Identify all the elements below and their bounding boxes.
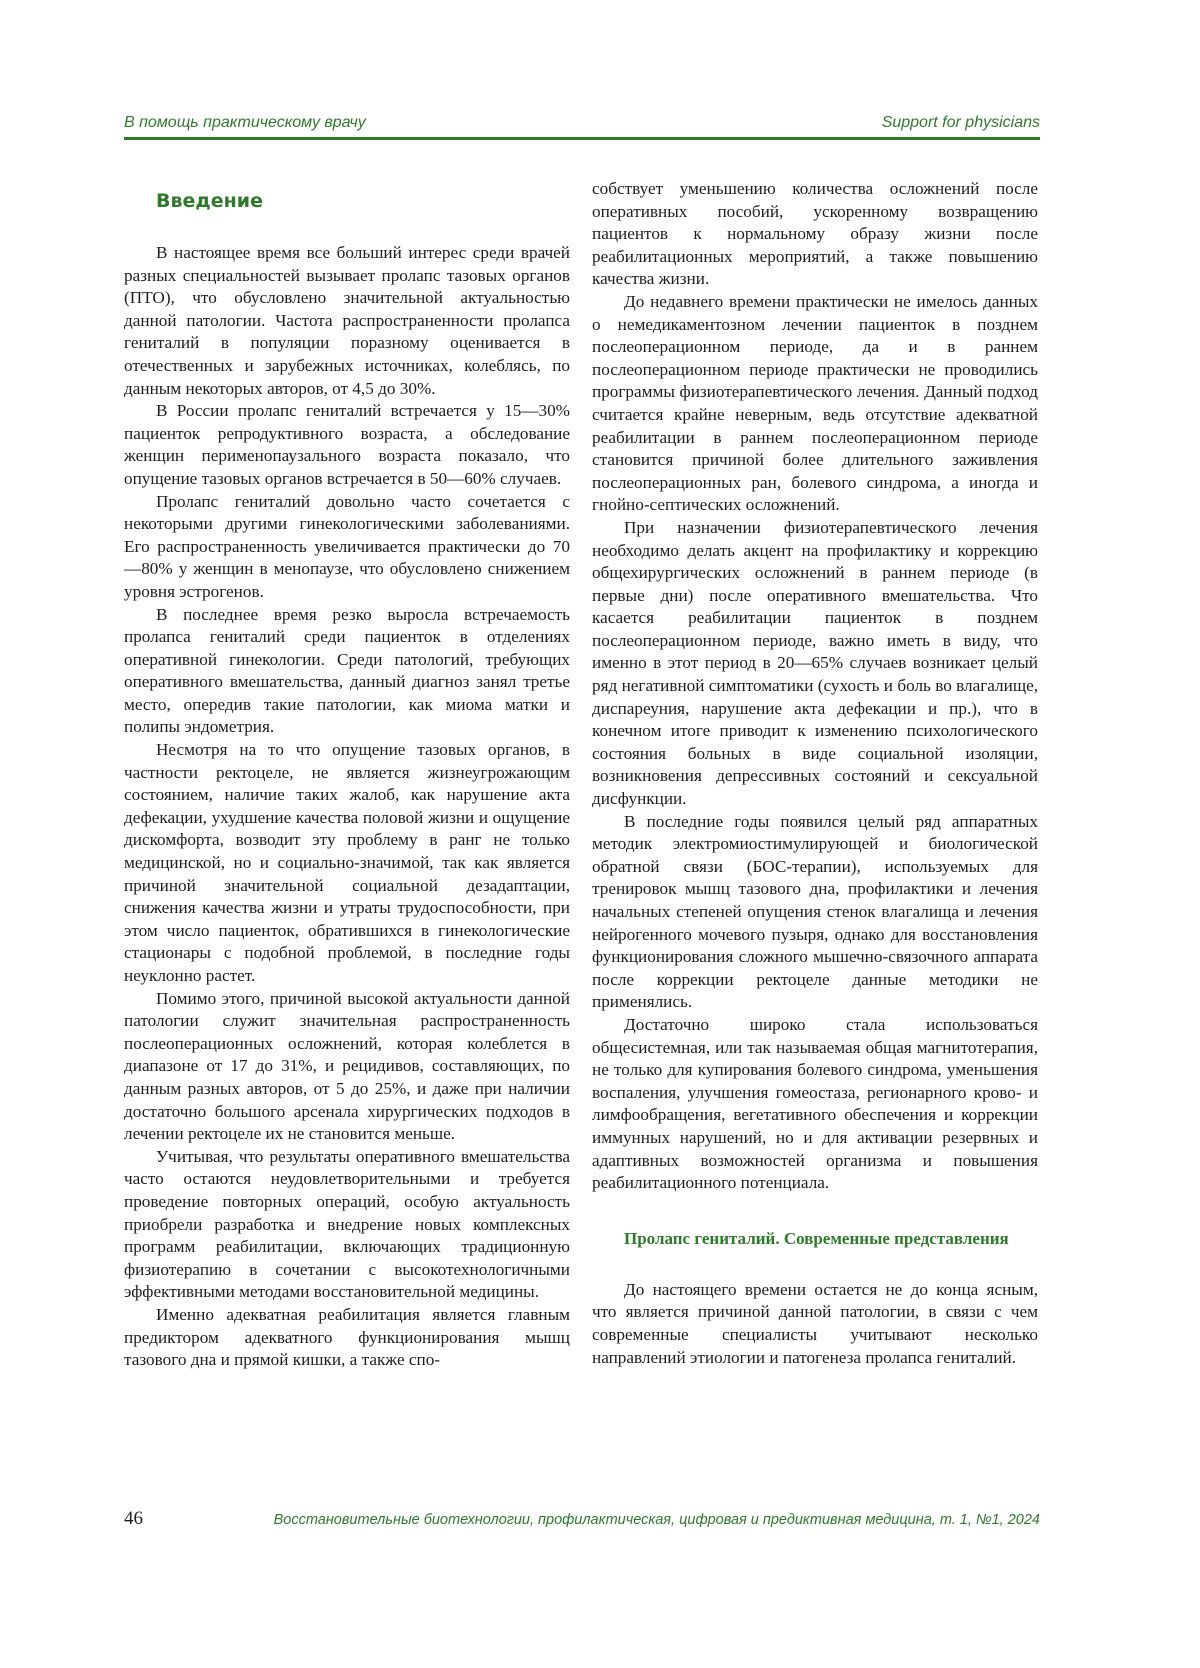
- journal-citation: Восстановительные биотехнологии, профилактическая, цифровая и предиктивная медицина, т. 1, №1, 2024: [273, 1512, 1040, 1528]
- paragraph: В настоящее время все больший интерес среди врачей разных специальностей вызывает пролапс тазовых органов (ПТО), что обусловлено значительной актуальностью данной патологии. Частота распространенности пролапса гениталий в популяции поразному оценивается в отечественных и зарубежных источниках, колеблясь, по данным некоторых авторов, от 4,5 до 30%.: [124, 243, 570, 398]
- paragraph-continuation: собствует уменьшению количества осложнений после оперативных пособий, ускоренному возвращению пациентов к нормальному образу жизни после реабилитационных мероприятий, а также повышению качества жизни.: [592, 179, 1038, 289]
- section-heading-introduction: Введение: [156, 190, 263, 212]
- paragraph: Помимо этого, причиной высокой актуальности данной патологии служит значительная распространенность послеоперационных осложнений, которая колеблется в диапазоне от 17 до 31%, и рецидивов, составляющих, по данным разных авторов, от 5 до 25%, и даже при наличии достаточно большого арсенала хирургических подходов в лечении ректоцеле их не становится меньше.: [124, 988, 570, 1144]
- subsection-heading-prolapse: Пролапс гениталий. Современные представления: [624, 1228, 1009, 1248]
- paragraph: До недавнего времени практически не имелось данных о немедикаментозном лечении пациенток в позднем послеоперационном периоде, да и в раннем послеоперационном периоде практически не проводились программы физиотерапевтического лечения. Данный подход считается крайне неверным, ведь отсутствие адекватной реабилитации в раннем послеоперационном периоде становится причиной более длительного заживления послеоперационных ран, болевого синдрома, а иногда и гнойно-септических осложнений.: [592, 291, 1038, 515]
- header-rule: [124, 137, 1040, 140]
- paragraph: В последние годы появился целый ряд аппаратных методик электромиостимулирующей и биологической обратной связи (БОС-терапии), используемых для тренировок мышц тазового дна, профилактики и лечения начальных степеней опущения стенок влагалища и лечения нейрогенного мочевого пузыря, однако для восстановления функционирования сложного мышечно-связочного аппарата после коррекции ректоцеле данные методики не применялись.: [592, 811, 1038, 1012]
- paragraph: Несмотря на то что опущение тазовых органов, в частности ректоцеле, не является жизнеугрожающим состоянием, наличие таких жалоб, как нарушение акта дефекации, ухудшение качества половой жизни и ощущение дискомфорта, возводит эту проблему в ранг не только медицинской, но и социально-значимой, так как является причиной значительной социальной дезадаптации, снижения качества жизни и утраты трудоспособности, при этом число пациенток, обратившихся в гинекологические стационары с подобной проблемой, в последние годы неуклонно растет.: [124, 740, 570, 985]
- running-header-section: В помощь практическому врачу: [124, 114, 366, 131]
- paragraph: При назначении физиотерапевтического лечения необходимо делать акцент на профилактику и коррекцию общехирургических осложнений в раннем периоде (в первые дни) после оперативного вмешательства. Что касается реабилитации пациенток в позднем послеоперационном периоде, важно иметь в виду, что именно в этот период в 20—65% случаев возникает целый ряд негативной симптоматики (сухость и боль во влагалище, диспареуния, нарушение акта дефекации и пр.), что в конечном итоге приводит к изменению психологического состояния больных в виде социальной изоляции, возникновения депрессивных состояний и сексуальной дисфункции.: [592, 517, 1038, 809]
- paragraph: В последнее время резко выросла встречаемость пролапса гениталий среди пациенток в отделениях оперативной гинекологии. Среди патологий, требующих оперативного вмешательства, данный диагноз занял третье место, опередив такие патологии, как миома матки и полипы эндометрия.: [124, 604, 570, 737]
- running-header: [124, 110, 1040, 138]
- paragraph: В России пролапс гениталий встречается у 15—30% пациенток репродуктивного возраста, а обследование женщин перименопаузального возраста показало, что опущение тазовых органов встречается в 50—60% случаев.: [124, 401, 570, 488]
- right-column: [592, 178, 1038, 1369]
- page-number: 46: [124, 1508, 143, 1529]
- paragraph: Учитывая, что результаты оперативного вмешательства часто остаются неудовлетворительными и требуется проведение повторных операций, особую актуальность приобрели разработка и внедрение новых комплексных программ реабилитации, включающих традиционную физиотерапию в сочетании с высокотехнологичными эффективными методами восстановительной медицины.: [124, 1146, 570, 1302]
- paragraph: До настоящего времени остается не до конца ясным, что является причиной данной патологии, в связи с чем современные специалисты учитывают несколько направлений этиологии и патогенеза пролапса гениталий.: [592, 1279, 1038, 1367]
- paragraph: Именно адекватная реабилитация является главным предиктором адекватного функционирования мышц тазового дна и прямой кишки, а также спо-: [124, 1304, 570, 1370]
- running-header-section-en: Support for physicians: [881, 114, 1040, 131]
- left-column: [124, 178, 570, 1372]
- paragraph: Достаточно широко стала использоваться общесистемная, или так называемая общая магнитотерапия, не только для купирования болевого синдрома, уменьшения воспаления, улучшения гомеостаза, регионарного крово- и лимфообращения, вегетативного обеспечения и коррекции иммунных нарушений, но и для активации резервных и адаптивных возможностей организма и повышения реабилитационного потенциала.: [592, 1014, 1038, 1193]
- paragraph: Пролапс гениталий довольно часто сочетается с некоторыми другими гинекологическими заболеваниями. Его распространенность увеличивается практически до 70—80% у женщин в менопаузе, что обусловлено снижением уровня эстрогенов.: [124, 491, 570, 601]
